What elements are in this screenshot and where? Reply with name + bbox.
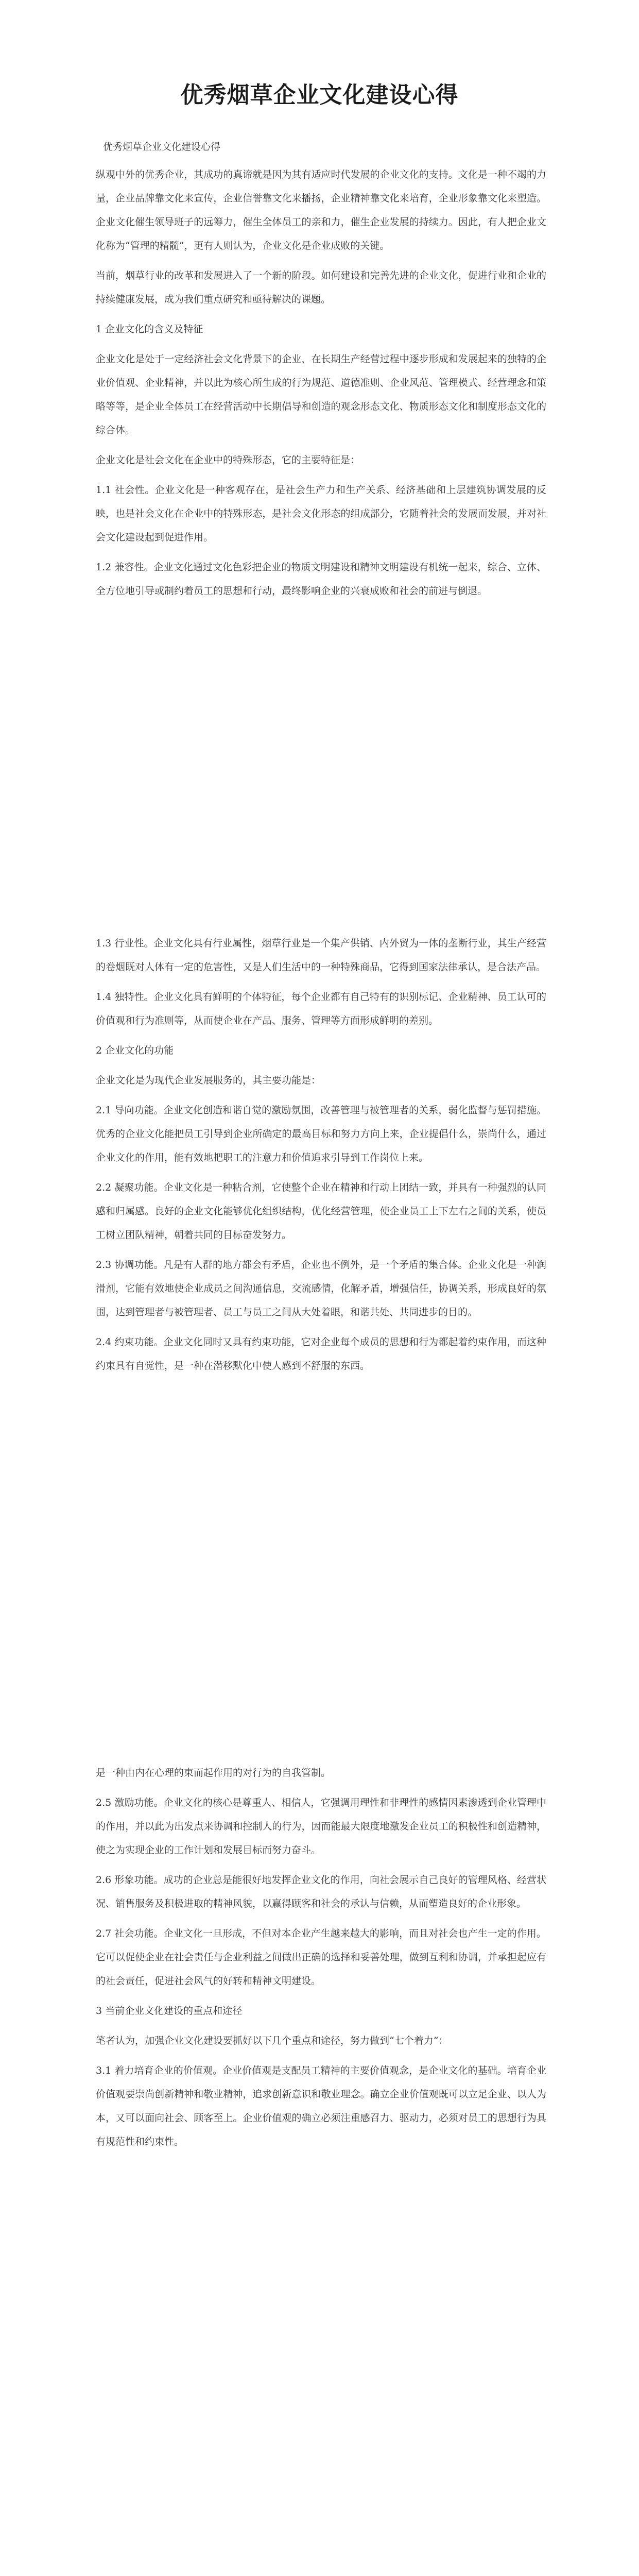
- paragraph: 2.6 形象功能。成功的企业总是能很好地发挥企业文化的作用，向社会展示自己良好的管理风格、经营状况、销售服务及积极进取的精神风貌，以赢得顾客和社会的承认与信赖，从而塑造良好的企业形象。: [96, 1874, 546, 1909]
- paragraph: 当前，烟草行业的改革和发展进入了一个新的阶段。如何建设和完善先进的企业文化，促进行业和企业的持续健康发展，成为我们重点研究和亟待解决的课题。: [96, 270, 546, 305]
- paragraph: 2.1 导向功能。企业文化创造和谐自觉的激励氛围，改善管理与被管理者的关系，弱化监督与惩罚措施。优秀的企业文化能把员工引导到企业所确定的最高目标和努力方向上来，企业提倡什么，崇尚什么，通过企业文化的作用，能有效地把职工的注意力和价值追求引导到工作岗位上来。: [96, 1105, 546, 1163]
- body-section-2: [96, 931, 546, 1384]
- paragraph: 3.1 着力培育企业的价值观。企业价值观是支配员工精神的主要价值观念，是企业文化的基础。培育企业价值观要崇尚创新精神和敬业精神，追求创新意识和敬业理念。确立企业价值观既可以立足企业、以人为本，又可以面向社会、顾客至上。企业价值观的确立必须注重感召力、驱动力，必须对员工的思想行为具有规范性和约束性。: [96, 2065, 546, 2147]
- document-subtitle: 优秀烟草企业文化建设心得: [103, 141, 221, 152]
- paragraph: 2.3 协调功能。凡是有人群的地方都会有矛盾，企业也不例外，是一个矛盾的集合体。企业文化是一种润滑剂，它能有效地使企业成员之间沟通信息，交流感情，化解矛盾，增强信任，协调关系，形成良好的氛围，达到管理者与被管理者、员工与员工之间从大处着眼，和谐共处、共同进步的目的。: [96, 1259, 546, 1318]
- page-title: 优秀烟草企业文化建设心得: [180, 82, 459, 108]
- paragraph: 企业文化是处于一定经济社会文化背景下的企业，在长期生产经营过程中逐步形成和发展起来的独特的企业价值观、企业精神，并以此为核心所生成的行为规范、道德准则、企业风范、管理模式、经营理念和策略等等，是企业全体员工在经营活动中长期倡导和创造的观念形态文化、物质形态文化和制度形态文化的综合体。: [96, 353, 546, 436]
- paragraph: 企业文化是为现代企业发展服务的，其主要功能是：: [96, 1075, 321, 1086]
- paragraph: 2.5 激励功能。企业文化的核心是尊重人、相信人，它强调用理性和非理性的感情因素渗透到企业管理中的作用，并以此为出发点来协调和控制人的行为，因而能最大限度地激发企业员工的积极性和创造精神，使之为实现企业的工作计划和发展目标而努力奋斗。: [96, 1797, 546, 1856]
- paragraph: 2.7 社会功能。企业文化一旦形成，不但对本企业产生越来越大的影响，而且对社会也产生一定的作用。它可以促使企业在社会责任与企业利益之间做出正确的选择和妥善处理，做到互利和协调，并承担起应有的社会责任，促进社会风气的好转和精神文明建设。: [96, 1928, 546, 1987]
- paragraph: 是一种由内在心理的束而起作用的对行为的自我管制。: [96, 1767, 331, 1778]
- paragraph: 1.2 兼容性。企业文化通过文化色彩把企业的物质文明建设和精神文明建设有机统一起来，综合、立体、全方位地引导或制约着员工的思想和行动，最终影响企业的兴衰成败和社会的前进与倒退。: [96, 562, 546, 597]
- body-section-3: [96, 1761, 546, 2160]
- paragraph: 1.3 行业性。企业文化具有行业属性，烟草行业是一个集产供销、内外贸为一体的垄断行业，其生产经营的卷烟既对人体有一定的危害性，又是人们生活中的一种特殊商品，它得到国家法律承认，是合法产品。: [96, 938, 546, 973]
- paragraph: 企业文化是社会文化在企业中的特殊形态，它的主要特征是：: [96, 454, 360, 466]
- paragraph: 笔者认为，加强企业文化建设要抓好以下几个重点和途径，努力做到“七个着力”：: [96, 2035, 448, 2046]
- section-heading: 2 企业文化的功能: [96, 1045, 174, 1056]
- paragraph: 2.4 约束功能。企业文化同时又具有约束功能，它对企业每个成员的思想和行为都起着约束作用，而这种约束具有自觉性，是一种在潜移默化中使人感到不舒服的东西。: [96, 1336, 546, 1371]
- section-heading: 3 当前企业文化建设的重点和途径: [96, 2005, 243, 2016]
- paragraph: 1.4 独特性。企业文化具有鲜明的个体特征，每个企业都有自己特有的识别标记、企业精神、员工认可的价值观和行为准则等，从而使企业在产品、服务、管理等方面形成鲜明的差别。: [96, 991, 546, 1026]
- paragraph: 1.1 社会性。企业文化是一种客观存在，是社会生产力和生产关系、经济基础和上层建筑协调发展的反映，也是社会文化在企业中的特殊形态，是社会文化形态的组成部分，它随着社会的发展而发展，并对社会文化建设起到促进作用。: [96, 484, 546, 543]
- section-heading: 1 企业文化的含义及特征: [96, 324, 203, 335]
- paragraph: 纵观中外的优秀企业，其成功的真谛就是因为其有适应时代发展的企业文化的支持。文化是一种不竭的力量，企业品牌靠文化来宣传，企业信誉靠文化来播扬，企业精神靠文化来培育，企业形象靠文化来塑造。企业文化催生领导班子的远筹力，催生全体员工的亲和力，催生企业发展的持续力。因此，有人把企业文化称为“管理的精髓”，更有人则认为，企业文化是企业成败的关键。: [96, 169, 546, 251]
- paragraph: 2.2 凝聚功能。企业文化是一种粘合剂，它使整个企业在精神和行动上团结一致，并具有一种强烈的认同感和归属感。良好的企业文化能够优化组织结构，优化经营管理，使企业员工上下左右之间的关系，使员工树立团队精神，朝着共同的目标奋发努力。: [96, 1182, 546, 1241]
- body-section-1: [96, 135, 546, 609]
